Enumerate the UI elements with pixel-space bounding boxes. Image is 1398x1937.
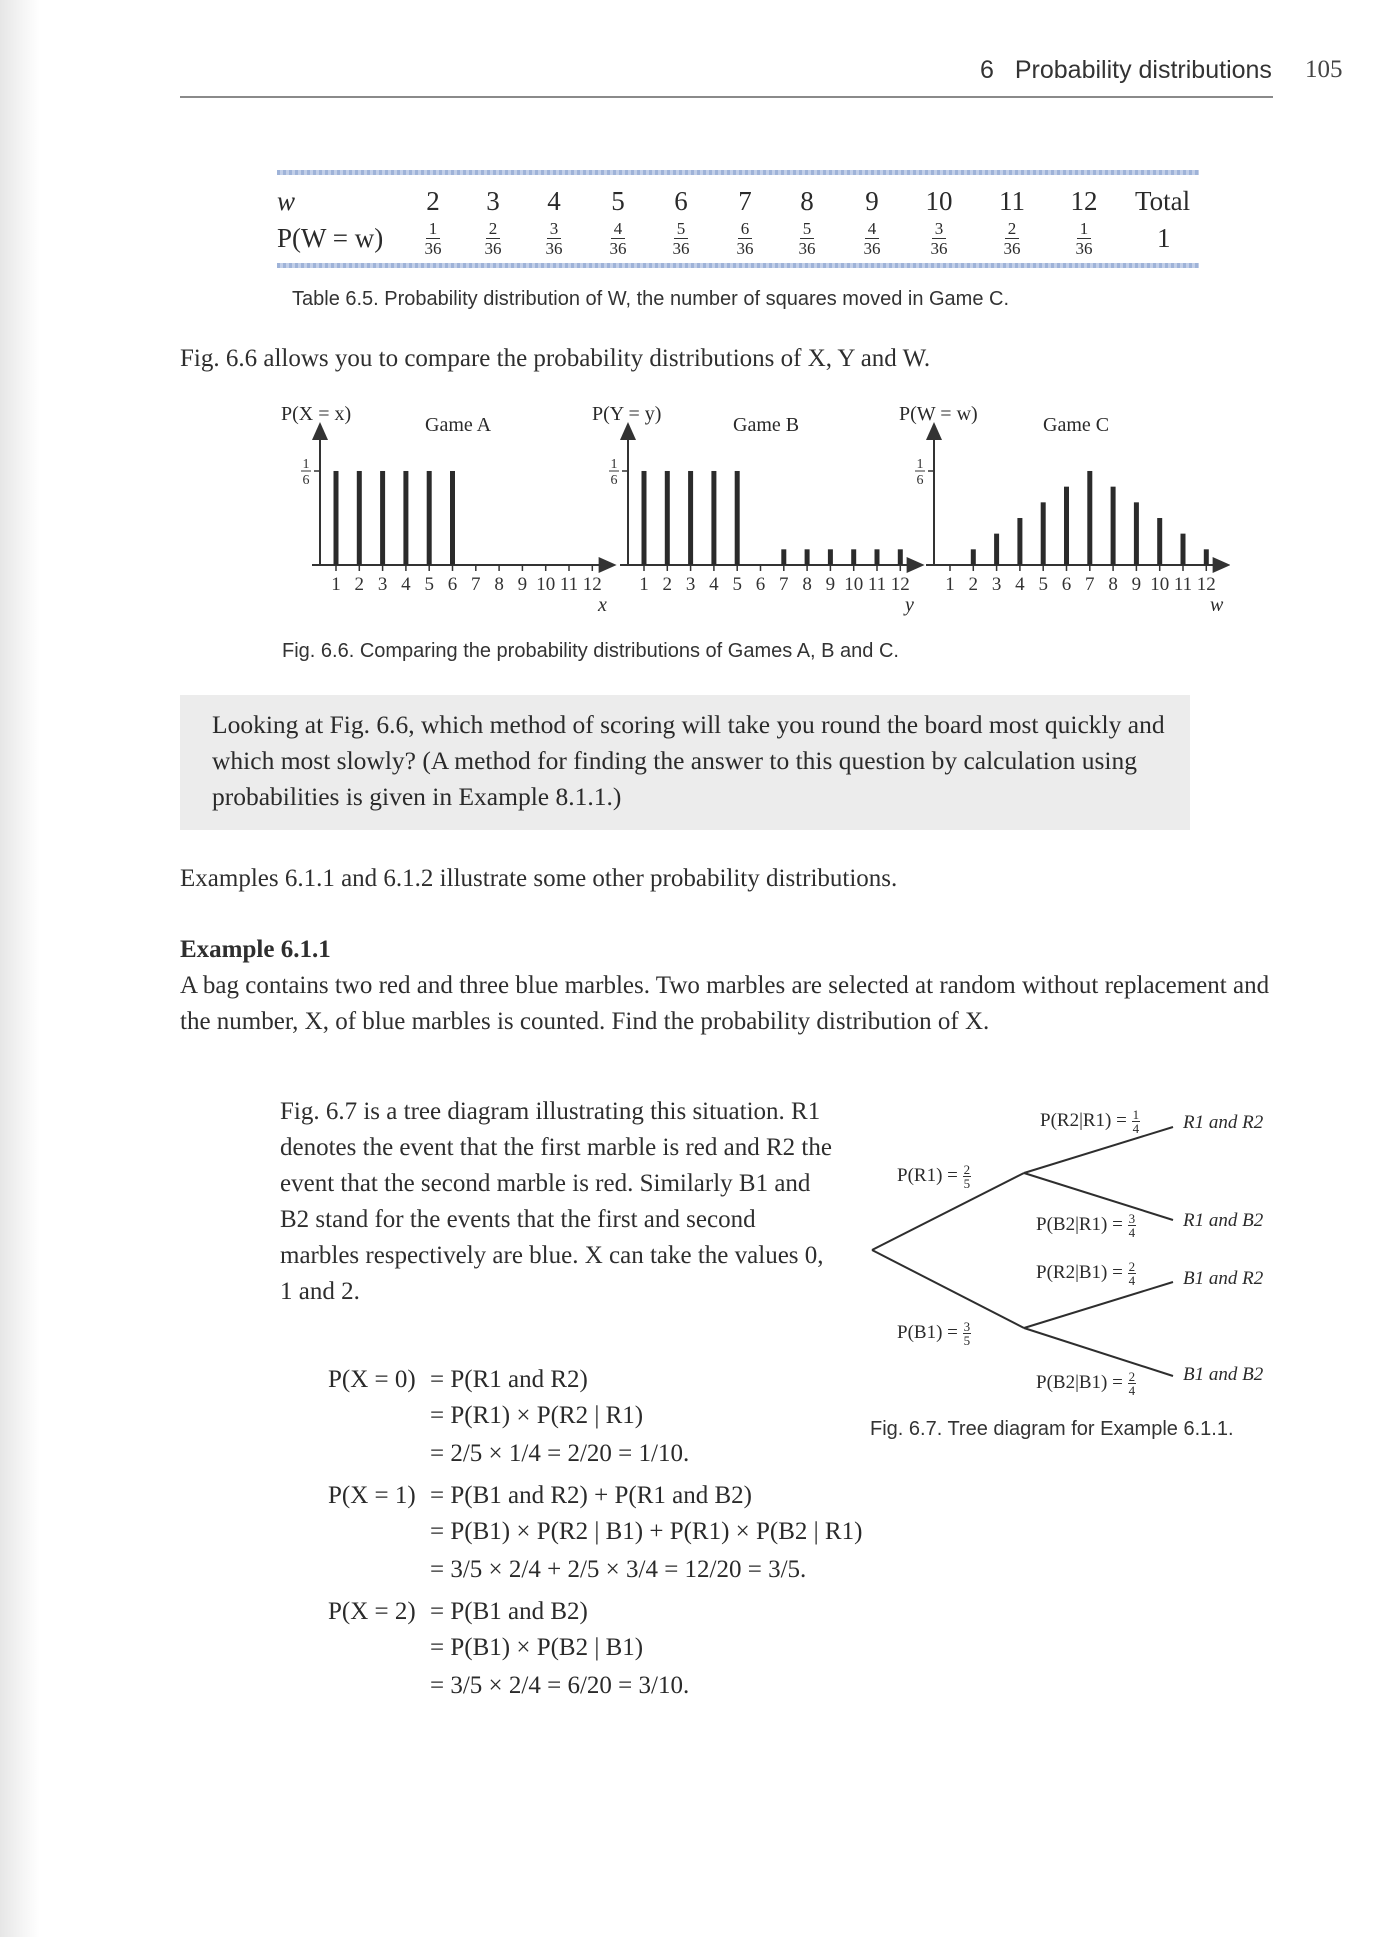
svg-text:4: 4 <box>401 574 411 595</box>
equation-lhs: P(X = 1) <box>328 1482 416 1509</box>
bar-chart-2 <box>609 430 917 595</box>
table-cell: 2 <box>426 186 440 216</box>
svg-text:3: 3 <box>991 574 1002 595</box>
row-label-w: w <box>277 186 296 216</box>
equation-lhs: P(X = 0) <box>328 1366 416 1393</box>
svg-text:6: 6 <box>916 473 924 488</box>
tree-p-r1: P(R1) = $\frac{2}{5}$ <box>897 1162 971 1191</box>
bar-chart-1 <box>301 430 609 595</box>
svg-text:6: 6 <box>1061 574 1072 595</box>
table-cell: 4 <box>547 186 561 216</box>
table-top-rule <box>277 170 1199 175</box>
example-problem: A bag contains two red and three blue marbles. Two marbles are selected at random without replacement and the number, X, of blue marbles is counted. Find the probability distribution of X. <box>180 972 1270 1035</box>
table-cell: 3 <box>486 186 500 216</box>
svg-text:9: 9 <box>1131 574 1142 595</box>
table-cell: 11 <box>999 186 1025 216</box>
table-fraction: $\frac{2}{36}$ <box>484 219 502 258</box>
tree-branch-label: P(B2|B1) = $\frac{2}{4}$ <box>1036 1369 1136 1398</box>
intro-paragraph: Fig. 6.6 allows you to compare the probability distributions of X, Y and W. <box>180 345 931 372</box>
svg-text:6: 6 <box>447 574 458 595</box>
svg-text:10: 10 <box>1150 574 1170 595</box>
table-cell: 9 <box>865 186 879 216</box>
svg-text:1: 1 <box>302 457 310 472</box>
svg-text:5: 5 <box>424 574 434 595</box>
equation-line: = 2/5 × 1/4 = 2/20 = 1/10. <box>430 1440 690 1467</box>
total-header: Total <box>1135 186 1191 216</box>
table-cell: 10 <box>925 186 953 216</box>
table-cell: 6 <box>674 186 688 216</box>
tree-branch-label: P(B2|R1) = $\frac{3}{4}$ <box>1036 1211 1136 1240</box>
chart-c-title: Game C <box>1043 414 1110 436</box>
running-header <box>980 56 1343 85</box>
svg-text:2: 2 <box>968 574 979 595</box>
svg-text:6: 6 <box>302 473 310 488</box>
svg-text:9: 9 <box>517 574 528 595</box>
example-explanation: Fig. 6.7 is a tree diagram illustrating this situation. R1 denotes the event that the first marble is red and R2 the event that the second marble is red. Similarly B1 and B2 stand for the events that the first and second marbles respectively are blue. X can take the values 0, 1 and 2. <box>280 1098 832 1305</box>
table-caption: Table 6.5. Probability distribution of W, the number of squares moved in Game C. <box>292 288 1010 310</box>
equation-line: = P(R1) × P(R2 | R1) <box>430 1402 644 1429</box>
svg-text:3: 3 <box>685 574 696 595</box>
svg-text:1: 1 <box>916 457 924 472</box>
figure-6-6-caption: Fig. 6.6. Comparing the probability distributions of Games A, B and C. <box>282 640 899 662</box>
page-number: 105 <box>1305 56 1343 83</box>
table-fraction: $\frac{2}{36}$ <box>1003 219 1021 258</box>
svg-text:12: 12 <box>890 574 910 595</box>
chart-b-title: Game B <box>733 414 800 436</box>
chart-a-ylabel: P(X = x) <box>281 403 352 425</box>
chart-b-xlabel: y <box>905 594 914 616</box>
svg-text:1: 1 <box>331 574 341 595</box>
table-fraction: $\frac{4}{36}$ <box>609 219 627 258</box>
svg-text:10: 10 <box>536 574 556 595</box>
table-fraction: $\frac{3}{36}$ <box>930 219 948 258</box>
equation-line: = 3/5 × 2/4 + 2/5 × 3/4 = 12/20 = 3/5. <box>430 1556 807 1583</box>
svg-text:1: 1 <box>945 574 955 595</box>
svg-text:7: 7 <box>1085 574 1095 595</box>
svg-text:12: 12 <box>1196 574 1216 595</box>
tree-branch-label: P(R2|B1) = $\frac{2}{4}$ <box>1036 1259 1136 1288</box>
svg-text:3: 3 <box>377 574 388 595</box>
svg-text:7: 7 <box>779 574 789 595</box>
tree-p-b1: P(B1) = $\frac{3}{5}$ <box>897 1319 971 1348</box>
svg-text:12: 12 <box>582 574 602 595</box>
equation-line: = 3/5 × 2/4 = 6/20 = 3/10. <box>430 1672 690 1699</box>
svg-text:1: 1 <box>610 457 618 472</box>
svg-text:8: 8 <box>494 574 504 595</box>
table-cell: 8 <box>800 186 814 216</box>
equation-line: = P(R1 and R2) <box>430 1366 588 1393</box>
svg-text:7: 7 <box>471 574 481 595</box>
table-fraction: $\frac{5}{36}$ <box>798 219 816 258</box>
equation-line: = P(B1) × P(B2 | B1) <box>430 1634 644 1661</box>
table-fraction: $\frac{3}{36}$ <box>545 219 563 258</box>
svg-text:1: 1 <box>639 574 649 595</box>
examples-intro: Examples 6.1.1 and 6.1.2 illustrate some other probability distributions. <box>180 865 898 892</box>
header-rule <box>180 96 1273 98</box>
equation-line: = P(B1) × P(R2 | B1) + P(R1) × P(B2 | R1) <box>430 1518 863 1545</box>
chapter-number: 6 <box>980 56 994 84</box>
question-callout <box>180 695 1190 830</box>
table-cell: 5 <box>611 186 625 216</box>
equation-line: = P(B1 and R2) + P(R1 and B2) <box>430 1482 752 1509</box>
table-row-p <box>277 220 1199 262</box>
chapter-title: Probability distributions <box>1014 56 1272 84</box>
tree-outcome: B1 and B2 <box>1183 1364 1264 1385</box>
svg-text:11: 11 <box>559 574 579 595</box>
tree-outcome: R1 and B2 <box>1183 1210 1264 1231</box>
tree-outcome: R1 and R2 <box>1183 1112 1264 1133</box>
chart-a-title: Game A <box>425 414 492 436</box>
figure-6-7-caption: Fig. 6.7. Tree diagram for Example 6.1.1. <box>870 1418 1234 1440</box>
equation-lhs: P(X = 2) <box>328 1598 416 1625</box>
equation-line: = P(B1 and B2) <box>430 1598 588 1625</box>
tree-branch-label: P(R2|R1) = $\frac{1}{4}$ <box>1040 1107 1140 1136</box>
table-bottom-rule <box>277 263 1199 268</box>
svg-text:10: 10 <box>844 574 864 595</box>
tree-outcome: B1 and R2 <box>1183 1268 1264 1289</box>
svg-text:5: 5 <box>1038 574 1048 595</box>
svg-text:8: 8 <box>802 574 812 595</box>
page-edge-shadow <box>0 0 40 1937</box>
svg-text:8: 8 <box>1108 574 1118 595</box>
svg-text:9: 9 <box>825 574 836 595</box>
svg-text:4: 4 <box>709 574 719 595</box>
svg-text:11: 11 <box>1173 574 1193 595</box>
table-cell: 12 <box>1070 186 1098 216</box>
table-fraction: $\frac{6}{36}$ <box>736 219 754 258</box>
svg-text:2: 2 <box>662 574 673 595</box>
svg-text:6: 6 <box>610 473 618 488</box>
table-fraction: $\frac{5}{36}$ <box>672 219 690 258</box>
table-fraction: $\frac{4}{36}$ <box>863 219 881 258</box>
table-fraction: $\frac{1}{36}$ <box>424 219 442 258</box>
svg-text:5: 5 <box>732 574 742 595</box>
svg-text:11: 11 <box>867 574 887 595</box>
example-heading: Example 6.1.1 <box>180 936 331 963</box>
chart-b-ylabel: P(Y = y) <box>592 403 662 425</box>
svg-text:6: 6 <box>755 574 766 595</box>
row-label-p: P(W = w) <box>277 223 384 253</box>
bar-chart-3 <box>915 430 1223 595</box>
total-value: 1 <box>1157 223 1171 253</box>
svg-text:4: 4 <box>1015 574 1025 595</box>
svg-text:2: 2 <box>354 574 365 595</box>
chart-c-xlabel: w <box>1210 594 1224 616</box>
table-fraction: $\frac{1}{36}$ <box>1075 219 1093 258</box>
table-row-w <box>277 186 1199 220</box>
chart-c-ylabel: P(W = w) <box>899 403 978 425</box>
callout-text: Looking at Fig. 6.6, which method of scoring will take you round the board most quickly and which most slowly? (A method for finding the answer to this question by calculation using probabilities is given in Example 8.1.1.) <box>212 710 1165 811</box>
chart-a-xlabel: x <box>598 594 607 616</box>
table-cell: 7 <box>738 186 752 216</box>
